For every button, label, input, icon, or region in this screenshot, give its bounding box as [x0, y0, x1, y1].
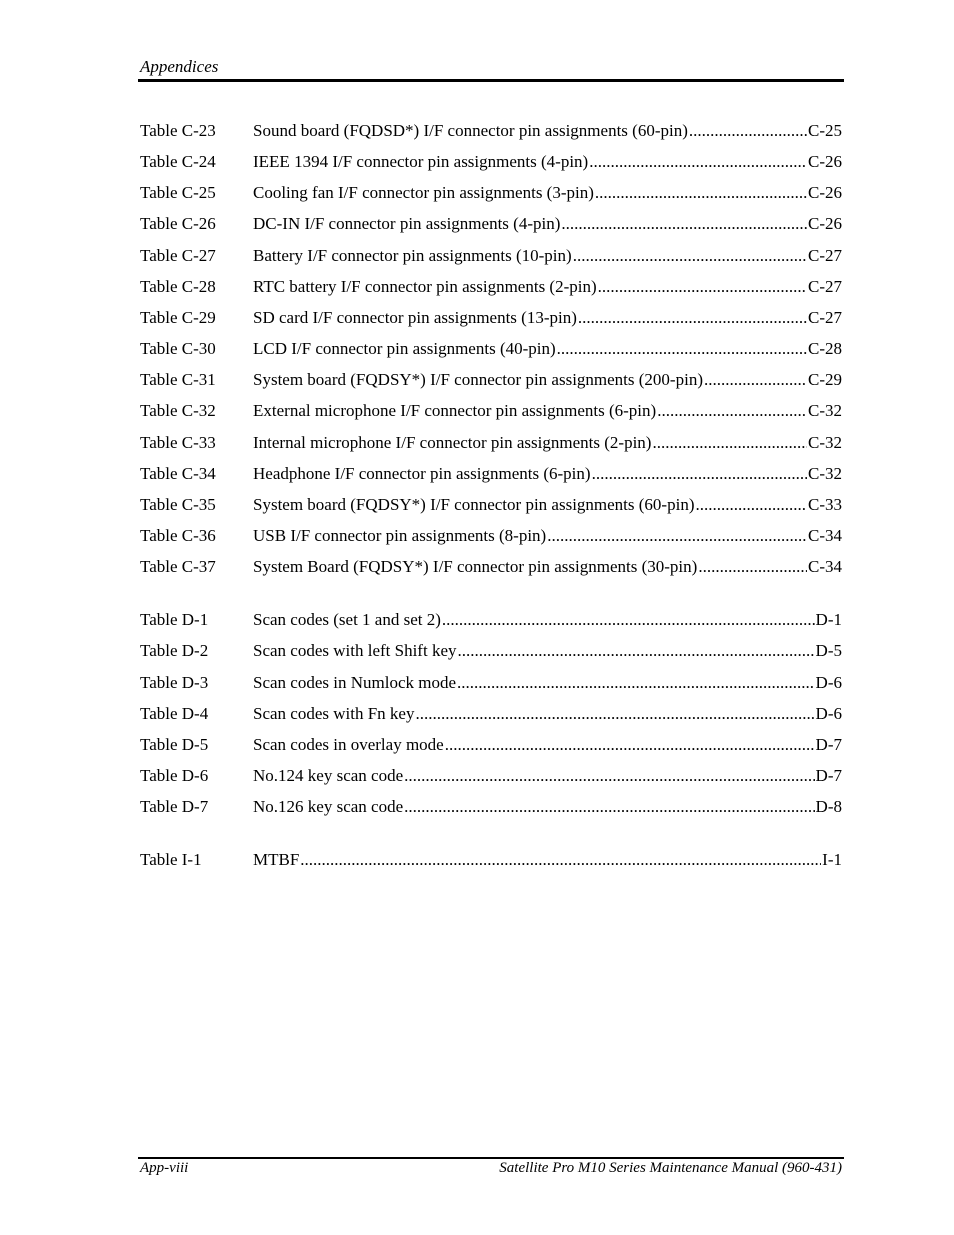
table-title: Scan codes with Fn key [253, 703, 415, 723]
page-reference: I-1 [822, 850, 842, 870]
dot-leader [573, 244, 807, 268]
table-number: Table C-34 [140, 463, 216, 483]
page-reference: C-28 [808, 339, 842, 359]
toc-entry [140, 399, 842, 423]
dot-leader [458, 639, 815, 663]
table-title: Internal microphone I/F connector pin assignments (2-pin) [253, 432, 652, 452]
table-title: External microphone I/F connector pin assignments (6-pin) [253, 401, 657, 421]
page-reference: C-26 [808, 183, 842, 203]
table-title: MTBF [253, 850, 300, 870]
table-number: Table C-31 [140, 370, 216, 390]
table-number: Table D-2 [140, 641, 209, 661]
toc-entry [140, 337, 842, 361]
toc-entry [140, 848, 842, 872]
dot-leader [404, 764, 814, 788]
table-title: USB I/F connector pin assignments (8-pin) [253, 525, 547, 545]
page-reference: C-34 [808, 525, 842, 545]
table-title: IEEE 1394 I/F connector pin assignments (4-pin) [253, 152, 589, 172]
dot-leader [547, 524, 807, 548]
dot-leader [595, 181, 807, 205]
page-reference: D-6 [815, 703, 842, 723]
table-number: Table D-6 [140, 766, 209, 785]
table-number: Table C-26 [140, 214, 216, 234]
page-reference: D-8 [815, 797, 842, 817]
page-reference: C-29 [808, 370, 842, 390]
toc-entry [140, 671, 842, 695]
toc-entry [140, 764, 842, 788]
table-title: LCD I/F connector pin assignments (40-pin) [253, 339, 556, 359]
dot-leader [300, 848, 821, 872]
toc-entry [140, 244, 842, 268]
table-number: Table I-1 [140, 850, 202, 870]
table-number: Table C-37 [140, 557, 216, 577]
toc-entry [140, 150, 842, 174]
toc-entry [140, 555, 842, 579]
dot-leader [457, 671, 815, 695]
table-title: System board (FQDSY*) I/F connector pin assignments (200-pin) [253, 370, 703, 390]
page-number: App-viii [140, 1160, 189, 1176]
table-title: Scan codes in overlay mode [253, 734, 444, 754]
toc-entry [140, 733, 842, 757]
toc-entry [140, 306, 842, 330]
dot-leader [698, 555, 807, 579]
page-reference: D-5 [815, 641, 842, 661]
table-number: Table C-32 [140, 401, 216, 421]
toc-entry [140, 119, 842, 143]
running-header: Appendices [140, 57, 219, 76]
dot-leader [557, 337, 807, 361]
page-reference: C-32 [808, 463, 842, 483]
table-title: RTC battery I/F connector pin assignments (2-pin) [253, 276, 597, 296]
dot-leader [442, 608, 815, 632]
dot-leader [578, 306, 807, 330]
dot-leader [445, 733, 815, 757]
page-reference: C-26 [808, 152, 842, 172]
page-reference: C-27 [808, 276, 842, 296]
table-number: Table C-23 [140, 121, 216, 140]
table-title: System board (FQDSY*) I/F connector pin assignments (60-pin) [253, 494, 695, 514]
dot-leader [589, 150, 807, 174]
dot-leader [561, 212, 807, 236]
dot-leader [404, 795, 814, 819]
toc-entry [140, 462, 842, 486]
toc-entry [140, 275, 842, 299]
toc-entry [140, 493, 842, 517]
table-title: Headphone I/F connector pin assignments (6-pin) [253, 463, 591, 483]
table-title: SD card I/F connector pin assignments (13-pin) [253, 307, 577, 327]
toc-entry [140, 795, 842, 819]
page-reference: C-25 [808, 121, 842, 140]
dot-leader [598, 275, 807, 299]
table-title: Scan codes (set 1 and set 2) [253, 610, 441, 630]
table-number: Table C-25 [140, 183, 216, 203]
table-title: Sound board (FQDSD*) I/F connector pin assignments (60-pin) [253, 121, 688, 140]
page-reference: C-32 [808, 432, 842, 452]
table-number: Table C-27 [140, 245, 216, 265]
dot-leader [657, 399, 807, 423]
footer-rule [138, 1157, 844, 1159]
dot-leader [652, 431, 807, 455]
toc-entry [140, 702, 842, 726]
toc-entry [140, 608, 842, 632]
table-title: Cooling fan I/F connector pin assignments (3-pin) [253, 183, 594, 203]
table-number: Table D-3 [140, 672, 209, 692]
table-number: Table D-1 [140, 610, 209, 630]
page-reference: D-1 [815, 610, 842, 630]
table-title: DC-IN I/F connector pin assignments (4-pin) [253, 214, 561, 234]
dot-leader [704, 368, 807, 392]
toc-entry [140, 639, 842, 663]
manual-title: Satellite Pro M10 Series Maintenance Manual (960-431) [499, 1160, 842, 1176]
toc-entry [140, 212, 842, 236]
table-title: System Board (FQDSY*) I/F connector pin assignments (30-pin) [253, 557, 698, 577]
page-reference: C-34 [808, 557, 842, 577]
toc-entry [140, 431, 842, 455]
page-reference: D-7 [815, 766, 842, 785]
table-number: Table D-4 [140, 703, 209, 723]
table-number: Table D-5 [140, 734, 209, 754]
page-reference: C-32 [808, 401, 842, 421]
toc-entry [140, 181, 842, 205]
table-title: Scan codes with left Shift key [253, 641, 457, 661]
header-rule [138, 79, 844, 82]
dot-leader [695, 493, 807, 517]
table-number: Table C-36 [140, 525, 216, 545]
page-reference: D-7 [815, 734, 842, 754]
page-reference: C-26 [808, 214, 842, 234]
page-reference: D-6 [815, 672, 842, 692]
table-title: No.126 key scan code [253, 797, 404, 817]
dot-leader [689, 119, 807, 143]
table-number: Table C-30 [140, 339, 216, 359]
table-number: Table C-33 [140, 432, 216, 452]
table-title: Battery I/F connector pin assignments (10-pin) [253, 245, 572, 265]
table-title: Scan codes in Numlock mode [253, 672, 457, 692]
table-title: No.124 key scan code [253, 766, 404, 785]
page-reference: C-33 [808, 494, 842, 514]
table-number: Table C-28 [140, 276, 216, 296]
table-number: Table D-7 [140, 797, 209, 817]
page-reference: C-27 [808, 307, 842, 327]
toc-entry [140, 524, 842, 548]
toc-entry [140, 368, 842, 392]
table-number: Table C-29 [140, 307, 216, 327]
table-number: Table C-35 [140, 494, 216, 514]
page-reference: C-27 [808, 245, 842, 265]
dot-leader [592, 462, 807, 486]
dot-leader [415, 702, 814, 726]
table-number: Table C-24 [140, 152, 216, 172]
